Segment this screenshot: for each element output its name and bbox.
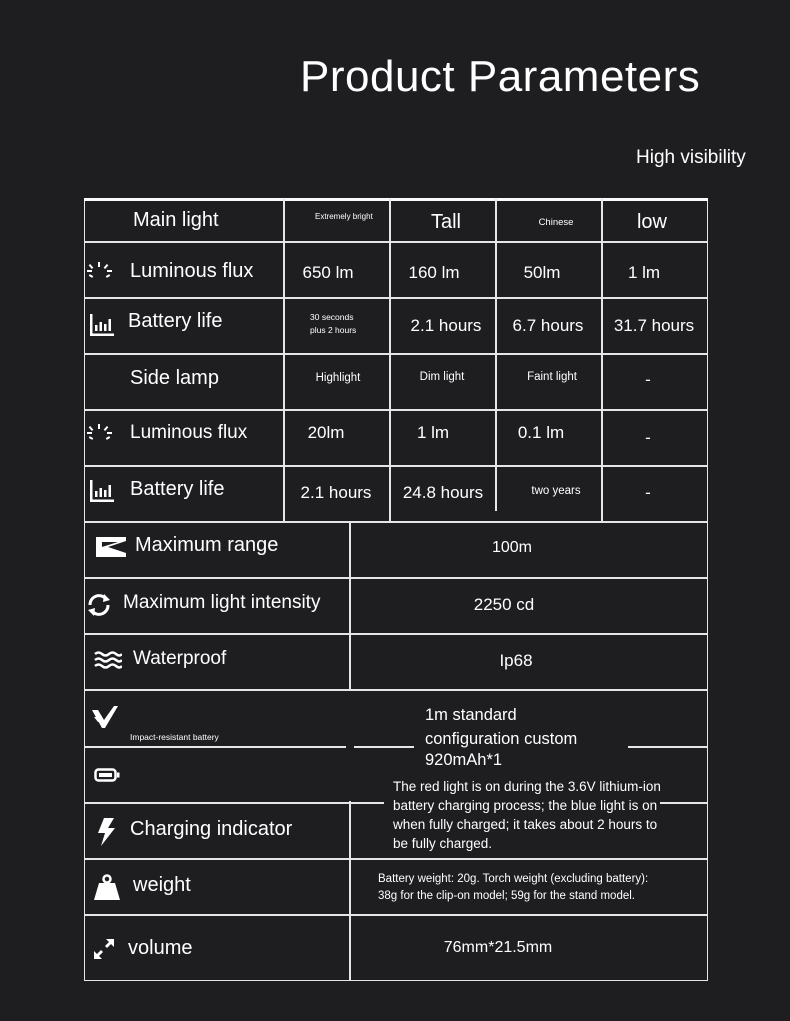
range-label: Maximum range bbox=[135, 534, 279, 556]
main-battery-value: 6.7 hours bbox=[512, 316, 584, 335]
row-divider bbox=[84, 858, 708, 860]
main-flux-value: 50lm bbox=[523, 263, 561, 282]
side-flux-value: 20lm bbox=[307, 423, 345, 442]
intensity-icon bbox=[86, 592, 112, 623]
waterproof-value: Ip68 bbox=[499, 651, 533, 670]
battery-value: 920mAh*1 bbox=[425, 751, 503, 769]
side-flux-value: 1 lm bbox=[416, 423, 450, 442]
main-flux-label: Luminous flux bbox=[130, 260, 254, 282]
col-divider bbox=[389, 199, 391, 522]
side-battery-value: two years bbox=[531, 485, 581, 497]
row-divider bbox=[660, 802, 708, 804]
battery-chart-icon bbox=[90, 480, 114, 507]
side-battery-value: 24.8 hours bbox=[402, 483, 484, 502]
battery-icon bbox=[94, 768, 120, 787]
row-divider bbox=[84, 633, 708, 635]
lightning-icon bbox=[96, 818, 116, 851]
side-battery-value: 2.1 hours bbox=[300, 483, 372, 502]
intensity-label: Maximum light intensity bbox=[123, 592, 321, 613]
mode-tall: Tall bbox=[430, 211, 462, 233]
resize-arrows-icon bbox=[92, 937, 116, 966]
battery-chart-icon bbox=[90, 314, 114, 341]
row-divider bbox=[84, 689, 708, 691]
mode-none: - bbox=[645, 370, 651, 389]
charging-label: Charging indicator bbox=[130, 818, 293, 840]
page-title: Product Parameters bbox=[300, 52, 701, 101]
table-top-border bbox=[84, 198, 708, 201]
main-flux-value: 160 lm bbox=[408, 263, 460, 282]
row-divider bbox=[84, 297, 708, 299]
row-divider bbox=[84, 746, 414, 748]
row-divider bbox=[84, 465, 708, 467]
row-divider bbox=[84, 802, 384, 804]
side-battery-label: Battery life bbox=[130, 478, 225, 500]
volume-label: volume bbox=[128, 937, 193, 959]
range-icon bbox=[96, 535, 126, 564]
mode-dim-light: Dim light bbox=[419, 371, 465, 383]
impact-value: 1m standard configuration custom bbox=[425, 706, 578, 748]
col-divider bbox=[601, 199, 603, 522]
main-battery-value: 30 seconds plus 2 hours bbox=[310, 312, 357, 335]
row-divider bbox=[84, 914, 708, 916]
main-battery-label: Battery life bbox=[128, 310, 223, 332]
volume-value: 76mm*21.5mm bbox=[443, 939, 553, 956]
row-divider bbox=[84, 577, 708, 579]
side-flux-value: - bbox=[645, 428, 651, 447]
intensity-value: 2250 cd bbox=[473, 595, 535, 614]
row-divider bbox=[84, 409, 708, 411]
row-divider bbox=[84, 241, 708, 243]
row-divider bbox=[84, 353, 708, 355]
row-divider bbox=[628, 746, 708, 748]
main-battery-value: 2.1 hours bbox=[410, 316, 482, 335]
charging-value: The red light is on during the 3.6V lithium-ion battery charging process; the blue light is on when fully charged; it takes about 2 hours to be fully charged. bbox=[393, 779, 661, 851]
range-value: 100m bbox=[491, 539, 533, 556]
main-flux-value: 650 lm bbox=[302, 263, 354, 282]
weight-label: weight bbox=[133, 874, 191, 896]
mode-extremely-bright: Extremely bright bbox=[315, 212, 373, 221]
side-lamp-label: Side lamp bbox=[130, 367, 219, 389]
impact-label: Impact-resistant battery bbox=[130, 732, 219, 742]
main-battery-value: 31.7 hours bbox=[613, 316, 695, 335]
mode-faint-light: Faint light bbox=[527, 371, 577, 383]
mode-chinese: Chinese bbox=[538, 217, 574, 228]
waves-icon bbox=[94, 650, 122, 675]
col-divider bbox=[283, 199, 285, 522]
mode-low: low bbox=[636, 211, 668, 233]
mode-highlight: Highlight bbox=[315, 372, 361, 384]
side-flux-value: 0.1 lm bbox=[517, 423, 565, 442]
weight-icon bbox=[94, 874, 120, 905]
main-flux-value: 1 lm bbox=[627, 263, 661, 282]
weight-value: Battery weight: 20g. Torch weight (excluding battery): 38g for the clip-on model; 59g for the stand model. bbox=[378, 873, 649, 902]
row-divider bbox=[84, 521, 708, 523]
main-light-label: Main light bbox=[133, 209, 219, 231]
col-divider bbox=[495, 199, 497, 511]
side-flux-label: Luminous flux bbox=[130, 422, 248, 443]
side-battery-value: - bbox=[645, 483, 651, 502]
page-subtitle: High visibility bbox=[636, 147, 746, 168]
waterproof-label: Waterproof bbox=[133, 648, 227, 669]
flux-icon bbox=[86, 262, 120, 285]
merged-cell-gap bbox=[346, 691, 354, 801]
impact-check-icon bbox=[92, 706, 118, 733]
flux-icon bbox=[86, 424, 120, 447]
